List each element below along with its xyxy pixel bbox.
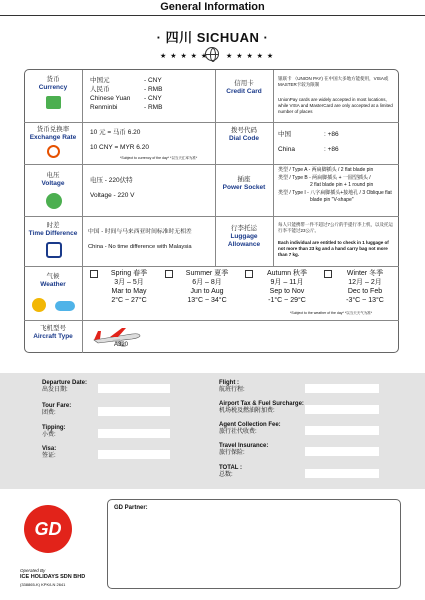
luggage-cn: 每人只能携带一件不超过7公斤的手提行李上机，以及托运行李不能过23公斤。 [278,222,394,233]
partner-box[interactable] [107,499,401,589]
input-departure[interactable] [98,384,170,393]
season-checkbox-winter[interactable] [324,270,332,278]
voltage-line1: 电压 - 220伏特 [90,177,133,184]
season-checkbox-summer[interactable] [165,270,173,278]
input-agent-fee[interactable] [305,426,379,435]
dial-row-cn: 中国 : +86 [278,131,339,138]
row-divider [24,122,399,123]
row-divider [24,320,399,321]
season-autumn: Autumn 秋季 9月 – 11月 Sep to Nov -1°C ~ 29°C [266,270,308,304]
clock-icon [46,242,62,258]
operated-by: Operated By [20,568,46,573]
exchange-note: *Subject to currency of the day* *以当天汇率为准* [120,156,198,160]
voltage-line2: Voltage - 220 V [90,192,135,199]
socket-label: 插座 Power Socket [222,176,266,191]
season-checkbox-autumn[interactable] [245,270,253,278]
stars-right: ★ ★ ★ ★ ★ [226,53,275,60]
input-tour-fare[interactable] [98,407,170,416]
col-divider [82,70,83,266]
input-visa[interactable] [98,450,170,459]
company-name: ICE HOLIDAYS SDN BHD [20,574,86,580]
plug-icon [46,193,62,209]
season-checkbox-spring[interactable] [90,270,98,278]
time-label: 时差 Time Difference [28,222,78,237]
col-divider [273,70,274,266]
partner-label: GD Partner: [114,505,148,511]
season-spring: Spring 春季 3月 – 5月 Mar to May 2°C ~ 27°C [110,270,148,304]
field-agent-fee: Agent Collection Fee: 旅行社代收费: [219,422,281,435]
field-total: TOTAL : 总数: [219,465,242,478]
luggage-en: Each individual are entitled to check in 1 luggage of not more than 23 kg and a hand carry bag not more than 7 kg. [278,240,389,257]
field-insurance: Travel Insurance: 旅行保险: [219,443,269,456]
sun-icon [32,298,46,312]
time-line2: China - No time difference with Malaysia [88,244,192,250]
field-tour-fare: Tour Fare: 团费: [42,403,72,416]
dial-row-en: China : +86 [278,146,339,153]
gd-logo: GD [24,505,72,553]
globe-icon [205,47,219,61]
weather-label: 气候 Weather [40,273,66,288]
row-divider [24,216,399,217]
dial-code-label: 拨号代码 Dial Code [229,127,259,142]
exchange-line1: 10 元 = 马币 6.20 [90,129,141,136]
time-line1: 中国 - 时间与马来西亚时间标准时无相差 [88,229,192,235]
field-flight: Flight : 航班行程: [219,380,245,393]
aircraft-label: 飞机型号 Aircraft Type [33,325,73,340]
stars-left: ★ ★ ★ ★ ★ [160,53,209,60]
exchange-line2: 10 CNY = MYR 6.20 [90,144,149,151]
luggage-label: 行李托运 Luggage Allowance [227,225,261,248]
col-divider [215,70,216,266]
input-airport-tax[interactable] [305,405,379,414]
input-tipping[interactable] [98,429,170,438]
credit-card-label: 信用卡 Credit Card [226,80,262,95]
currency-label: 货币 Currency [38,76,68,91]
credit-text-en: UnionPay cards are widely accepted in most locations, while VISA and MasterCard are only accepted at a limited number of places [278,97,393,114]
season-winter: Winter 冬季 12月 – 2月 Dec to Feb -3°C ~ 13°C [346,270,384,304]
col-divider [82,267,83,353]
city-title: · 四川 SICHUAN · [156,30,269,45]
season-summer: Summer 夏季 6月 – 8月 Jun to Aug 13°C ~ 34°C [185,270,229,304]
page-title: General Information [0,0,425,16]
row-divider [24,164,399,165]
field-visa: Visa: 签证: [42,446,57,459]
socket-list: 类型 / Type A - 两扁脚插头 / 2 flat blade pin 类型 / Type B - 两扁脚插头 + 一圆型插头 / 2 flat blade pin + 1 round pin 类型 / Type I - 八字扁脚插头+接地孔 / 3 Oblique flat blade pin "V-shape" [278,167,392,203]
input-total[interactable] [305,469,379,478]
weather-note: *Subject to the weather of the day* *以当天天气为准* [290,311,373,315]
input-flight[interactable] [305,384,379,393]
field-departure: Departure Date: 出发日期: [42,380,88,393]
field-tipping: Tipping: 小费: [42,425,66,438]
field-airport-tax: Airport Tax & Fuel Surcharge: 机场税及燃油附加费: [219,401,304,414]
cloud-icon [55,301,75,311]
currency-list: 中国元 - CNY 人民币 - RMB Chinese Yuan - CNY Renminbi - RMB [90,77,163,111]
company-reg: (338865-K) KPK/LN 2641 [20,582,66,587]
money-icon [46,96,61,109]
aircraft-model: A320 [114,342,129,348]
exchange-icon [47,145,60,158]
voltage-label: 电压 Voltage [41,172,65,187]
row-divider [24,266,399,267]
credit-text-cn: 银联卡 （UNION PAY) 在中国大多地方能使用，VISA或MASTER卡较为限制 [278,76,389,87]
input-insurance[interactable] [305,447,379,456]
exchange-label: 货币兑换率 Exchange Rate [29,126,77,141]
